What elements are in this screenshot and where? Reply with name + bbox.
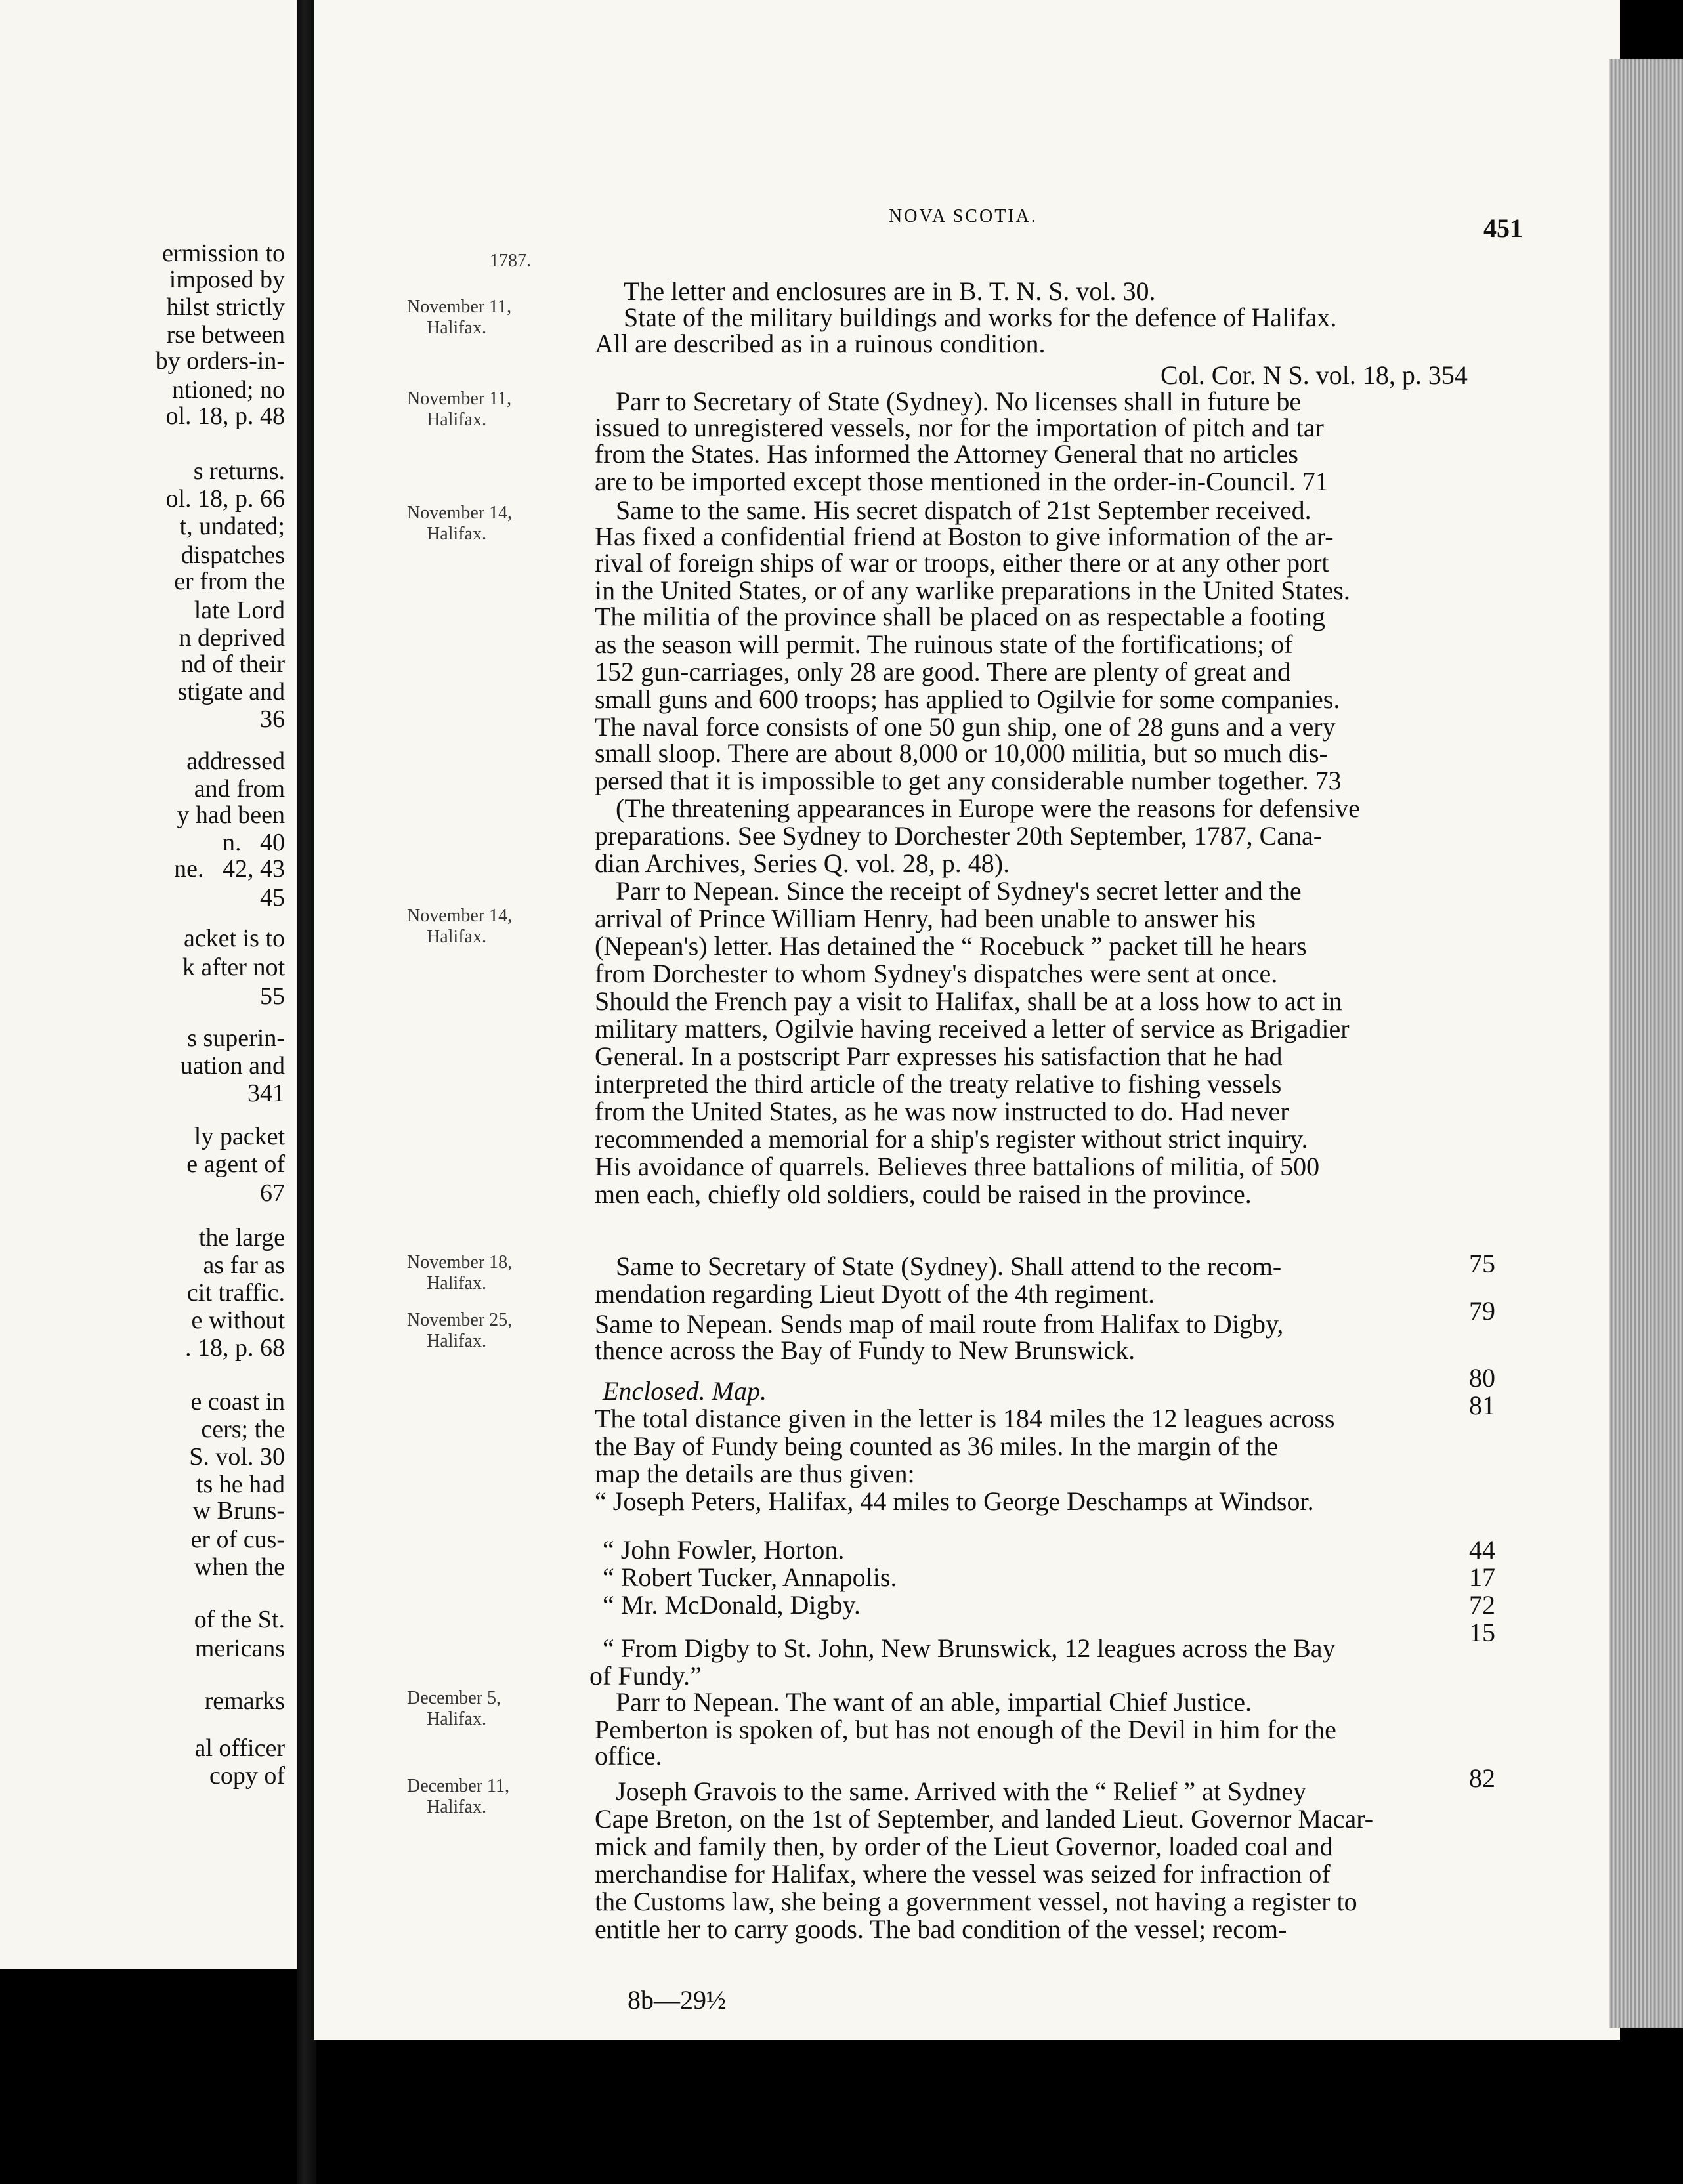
- folio-reference: 17: [1469, 1563, 1495, 1592]
- left-page-fragment: y had been: [177, 801, 285, 829]
- folio-reference: 15: [1469, 1618, 1495, 1647]
- body-text-line: Parr to Secretary of State (Sydney). No licenses shall in future be: [616, 387, 1302, 416]
- left-page-fragment: w Bruns-: [192, 1497, 285, 1524]
- folio-reference: 72: [1469, 1590, 1495, 1620]
- left-page-fragment: e agent of: [186, 1150, 285, 1178]
- left-page-fragment: ly packet: [194, 1123, 285, 1150]
- body-text-line: State of the military buildings and works for the defence of Halifax.: [624, 303, 1337, 332]
- body-text-line: men each, chiefly old soldiers, could be raised in the province.: [595, 1179, 1252, 1209]
- left-page-fragment: mericans: [194, 1635, 285, 1662]
- body-text-line: as the season will permit. The ruinous state of the fortifications; of: [595, 629, 1293, 659]
- body-text-line: from the United States, as he was now instructed to do. Had never: [595, 1097, 1289, 1126]
- left-page-fragment: al officer: [194, 1734, 285, 1762]
- folio-reference: 44: [1469, 1535, 1495, 1564]
- margin-date: November 11,: [407, 297, 512, 317]
- body-text-line: (Nepean's) letter. Has detained the “ Rocebuck ” packet till he hears: [595, 931, 1307, 961]
- left-page-fragment: er from the: [174, 568, 285, 595]
- body-text-line: the Bay of Fundy being counted as 36 miles. In the margin of the: [595, 1431, 1279, 1461]
- year-label: 1787.: [490, 251, 531, 271]
- left-page-fragment: as far as: [203, 1251, 285, 1279]
- body-text-line: Parr to Nepean. Since the receipt of Sydney's secret letter and the: [616, 876, 1302, 906]
- left-page-fragment: rse between: [166, 321, 285, 348]
- left-page-fragment: ermission to: [162, 240, 285, 267]
- left-page-fragment: late Lord: [194, 597, 285, 624]
- left-page-fragment: remarks: [204, 1687, 285, 1715]
- body-text-line: “ Joseph Peters, Halifax, 44 miles to George Deschamps at Windsor.: [595, 1486, 1314, 1516]
- margin-date: November 25,: [407, 1310, 513, 1330]
- body-text-line: arrival of Prince William Henry, had been unable to answer his: [595, 904, 1256, 933]
- left-page-fragment: 55: [260, 982, 285, 1010]
- left-page: [0, 0, 297, 1969]
- left-page-fragment: addressed: [186, 747, 285, 775]
- body-text-line: issued to unregistered vessels, nor for the importation of pitch and tar: [595, 413, 1324, 442]
- body-text-line: Same to Secretary of State (Sydney). Shall attend to the recom-: [616, 1251, 1282, 1281]
- body-text-line: Joseph Gravois to the same. Arrived with the “ Relief ” at Sydney: [616, 1776, 1306, 1806]
- citation-line: Col. Cor. N S. vol. 18, p. 354: [1161, 360, 1468, 390]
- left-page-fragment: by orders-in-: [155, 347, 285, 375]
- left-page-fragment: imposed by: [169, 266, 285, 293]
- left-page-fragment: nd of their: [181, 650, 285, 678]
- margin-place: Halifax.: [427, 1797, 486, 1817]
- left-page-fragment: cers; the: [201, 1416, 285, 1443]
- left-page-fragment: cit traffic.: [186, 1279, 285, 1307]
- page-edges: [1609, 59, 1683, 2028]
- body-text-line: The letter and enclosures are in B. T. N. S. vol. 30.: [624, 276, 1156, 306]
- body-text-line: are to be imported except those mentioned in the order-in-Council. 71: [595, 467, 1329, 496]
- running-head: NOVA SCOTIA.: [889, 206, 1038, 226]
- right-page: [314, 0, 1620, 2040]
- margin-note: [407, 1252, 512, 1294]
- margin-note: [407, 1776, 509, 1818]
- body-text-line: office.: [595, 1741, 662, 1771]
- left-page-fragment: and from: [194, 775, 285, 803]
- body-text-line: “ John Fowler, Horton.: [603, 1535, 845, 1564]
- folio-reference: 75: [1469, 1249, 1495, 1278]
- margin-note: [407, 388, 511, 430]
- left-page-fragment: . 18, p. 68: [185, 1334, 285, 1362]
- body-text-line: the Customs law, she being a government vessel, not having a register to: [595, 1887, 1357, 1916]
- body-text-line: of Fundy.”: [589, 1661, 702, 1690]
- margin-date: December 5,: [407, 1688, 501, 1708]
- body-text-line: Cape Breton, on the 1st of September, and landed Lieut. Governor Macar-: [595, 1804, 1374, 1834]
- left-page-fragment: e without: [191, 1307, 285, 1334]
- margin-place: Halifax.: [427, 524, 486, 544]
- folio-reference: 82: [1469, 1763, 1495, 1793]
- left-page-fragment: k after not: [182, 954, 285, 981]
- margin-place: Halifax.: [427, 1709, 486, 1729]
- body-text-line: Same to the same. His secret dispatch of 21st September received.: [616, 495, 1311, 525]
- body-text-line: Should the French pay a visit to Halifax, shall be at a loss how to act in: [595, 986, 1342, 1016]
- margin-place: Halifax.: [427, 1331, 486, 1351]
- body-text-line: recommended a memorial for a ship's register without strict inquiry.: [595, 1124, 1308, 1154]
- margin-note: [407, 503, 512, 545]
- left-page-fragment: stigate and: [177, 678, 285, 705]
- left-page-fragment: t, undated;: [179, 513, 285, 540]
- body-text-line: “ Mr. McDonald, Digby.: [603, 1590, 861, 1620]
- left-page-fragment: uation and: [180, 1052, 285, 1080]
- body-text-line: military matters, Ogilvie having received a letter of service as Brigadier: [595, 1014, 1350, 1043]
- body-text-line: All are described as in a ruinous condition.: [595, 329, 1046, 358]
- margin-date: November 14,: [407, 906, 513, 926]
- body-text-line: “ From Digby to St. John, New Brunswick, 12 leagues across the Bay: [603, 1633, 1336, 1663]
- body-text-line: Same to Nepean. Sends map of mail route from Halifax to Digby,: [595, 1309, 1284, 1339]
- body-text-line: General. In a postscript Parr expresses his satisfaction that he had: [595, 1041, 1283, 1071]
- body-text-line: from Dorchester to whom Sydney's dispatches were sent at once.: [595, 959, 1278, 988]
- left-page-fragment: er of cus-: [190, 1526, 285, 1553]
- left-page-fragment: 67: [260, 1179, 285, 1207]
- left-page-fragment: ts he had: [196, 1471, 285, 1498]
- margin-note: [407, 1688, 501, 1730]
- margin-date: November 14,: [407, 503, 513, 523]
- left-page-fragment: acket is to: [183, 925, 285, 952]
- margin-date: November 11,: [407, 388, 512, 409]
- left-page-fragment: s superin-: [187, 1024, 285, 1052]
- body-text-line: “ Robert Tucker, Annapolis.: [603, 1563, 897, 1592]
- folio-reference: 80: [1469, 1363, 1495, 1393]
- margin-note: [407, 1310, 512, 1352]
- body-text-line: (The threatening appearances in Europe were the reasons for defensive: [616, 793, 1360, 823]
- left-page-fragment: s returns.: [193, 457, 285, 485]
- body-text-line: Parr to Nepean. The want of an able, impartial Chief Justice.: [616, 1687, 1252, 1717]
- folio-reference: 81: [1469, 1391, 1495, 1420]
- left-page-fragment: of the St.: [194, 1606, 285, 1633]
- left-page-fragment: e coast in: [190, 1388, 285, 1416]
- left-page-fragment: S. vol. 30: [189, 1443, 285, 1471]
- left-page-fragment: ntioned; no: [171, 376, 285, 404]
- left-page-fragment: hilst strictly: [166, 293, 285, 321]
- body-text-line: 152 gun-carriages, only 28 are good. There are plenty of great and: [595, 657, 1290, 686]
- left-page-fragment: 36: [260, 705, 285, 733]
- margin-place: Halifax.: [427, 318, 486, 338]
- body-text-line: His avoidance of quarrels. Believes three battalions of militia, of 500: [595, 1152, 1320, 1181]
- body-text-line: The total distance given in the letter is 184 miles the 12 leagues across: [595, 1404, 1335, 1433]
- left-page-fragment: 341: [247, 1080, 285, 1107]
- margin-place: Halifax.: [427, 410, 486, 430]
- folio-reference: 79: [1469, 1296, 1495, 1326]
- margin-place: Halifax.: [427, 927, 486, 947]
- body-text-line: thence across the Bay of Fundy to New Brunswick.: [595, 1335, 1136, 1365]
- signature-mark: 8b—29½: [628, 1985, 726, 2015]
- body-text-line: map the details are thus given:: [595, 1459, 915, 1488]
- left-page-fragment: dispatches: [181, 541, 285, 569]
- left-page-fragment: 45: [260, 884, 285, 912]
- body-text-line: Has fixed a confidential friend at Boston to give information of the ar-: [595, 522, 1334, 551]
- body-text-line: merchandise for Halifax, where the vessel was seized for infraction of: [595, 1859, 1331, 1889]
- body-text-line: mendation regarding Lieut Dyott of the 4th regiment.: [595, 1279, 1155, 1309]
- body-text-line: rival of foreign ships of war or troops, either there or at any other port: [595, 548, 1329, 578]
- body-text-line: dian Archives, Series Q. vol. 28, p. 48).: [595, 849, 1010, 878]
- page-number: 451: [1483, 213, 1523, 243]
- body-text-line: entitle her to carry goods. The bad condition of the vessel; recom-: [595, 1914, 1287, 1944]
- left-page-fragment: n deprived: [179, 624, 285, 652]
- body-text-line: The militia of the province shall be placed on as respectable a footing: [595, 602, 1325, 631]
- left-page-fragment: the large: [198, 1224, 285, 1251]
- body-text-line: preparations. See Sydney to Dorchester 20th September, 1787, Cana-: [595, 821, 1323, 850]
- left-page-fragment: ne. 42, 43: [174, 855, 285, 883]
- margin-place: Halifax.: [427, 1273, 486, 1293]
- body-text-line: persed that it is impossible to get any considerable number together. 73: [595, 766, 1342, 795]
- margin-date: November 18,: [407, 1252, 513, 1272]
- body-text-line: from the States. Has informed the Attorney General that no articles: [595, 439, 1298, 469]
- margin-note: [407, 297, 511, 339]
- body-text-line: Pemberton is spoken of, but has not enough of the Devil in him for the: [595, 1715, 1336, 1744]
- left-page-fragment: ol. 18, p. 48: [165, 402, 285, 430]
- margin-date: December 11,: [407, 1776, 509, 1796]
- left-page-fragment: copy of: [209, 1762, 285, 1790]
- body-text-line: Enclosed. Map.: [603, 1376, 767, 1406]
- left-page-fragment: when the: [194, 1553, 285, 1581]
- body-text-line: interpreted the third article of the treaty relative to fishing vessels: [595, 1069, 1282, 1099]
- margin-note: [407, 906, 512, 948]
- body-text-line: small sloop. There are about 8,000 or 10,000 militia, but so much dis-: [595, 738, 1328, 768]
- body-text-line: small guns and 600 troops; has applied to Ogilvie for some companies.: [595, 684, 1340, 714]
- left-page-fragment: n. 40: [223, 829, 285, 856]
- body-text-line: in the United States, or of any warlike preparations in the United States.: [595, 576, 1350, 605]
- left-page-fragment: ol. 18, p. 66: [165, 485, 285, 513]
- body-text-line: The naval force consists of one 50 gun ship, one of 28 guns and a very: [595, 712, 1336, 742]
- body-text-line: mick and family then, by order of the Lieut Governor, loaded coal and: [595, 1832, 1333, 1861]
